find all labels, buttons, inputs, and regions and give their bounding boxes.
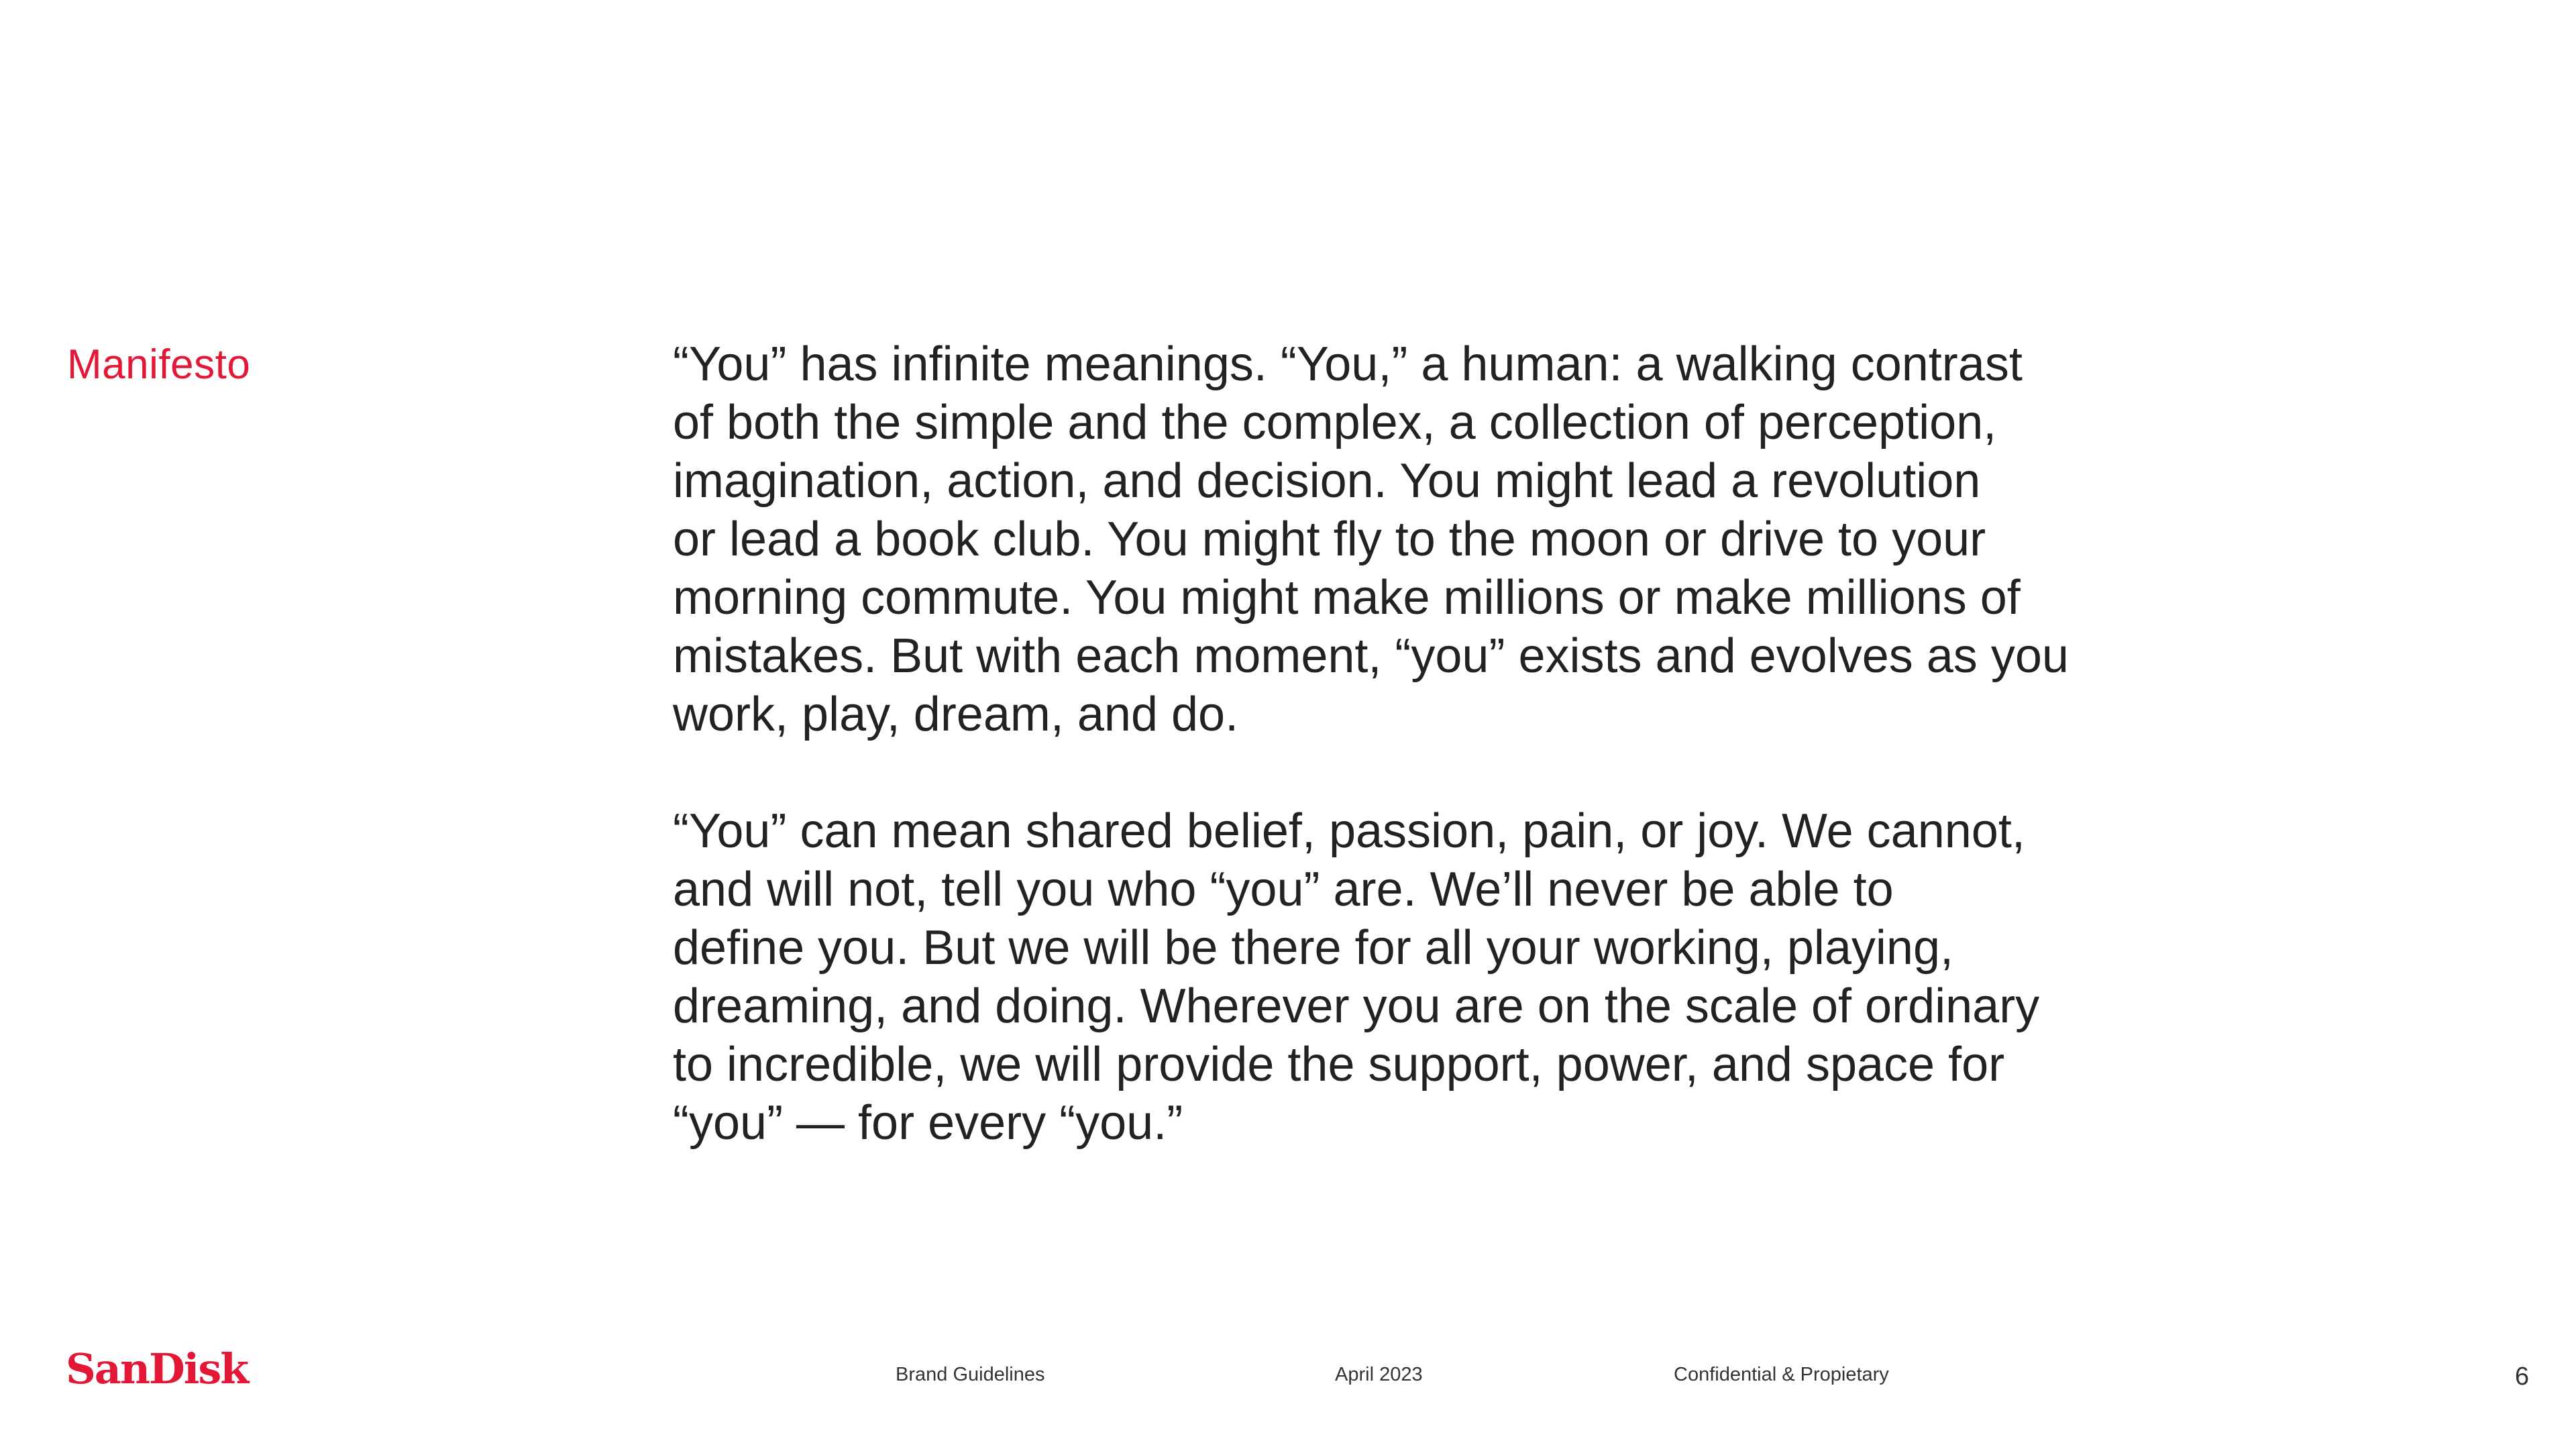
footer-confidentiality: Confidential & Propietary — [1674, 1364, 1889, 1385]
manifesto-paragraph-1: “You” has infinite meanings. “You,” a human: a walking contrast of both the simple and the complex, a collection of perception, imagination, action, and decision. You might lead a revolution or lead a book club. You might fly to the moon or drive to your morning commute. You might make millions or make millions of mistakes. But with each moment, “you” exists and evolves as you work, play, dream, and do. — [673, 337, 2069, 741]
page-number: 6 — [2514, 1362, 2529, 1391]
sandisk-logo: SanDisk — [66, 1344, 248, 1393]
footer-doc-title: Brand Guidelines — [896, 1364, 1045, 1385]
section-label: Manifesto — [67, 341, 251, 388]
manifesto-paragraph-2: “You” can mean shared belief, passion, pain, or joy. We cannot, and will not, tell you who “you” are. We’ll never be able to define you. But we will be there for all your working, playing, dreaming, and doing. Wherever you are on the scale of ordinary to incredible, we will provide the support, power, and space for “you” — for every “you.” — [673, 804, 2040, 1150]
footer-date: April 2023 — [1335, 1364, 1423, 1385]
manifesto-body — [673, 335, 2310, 1152]
